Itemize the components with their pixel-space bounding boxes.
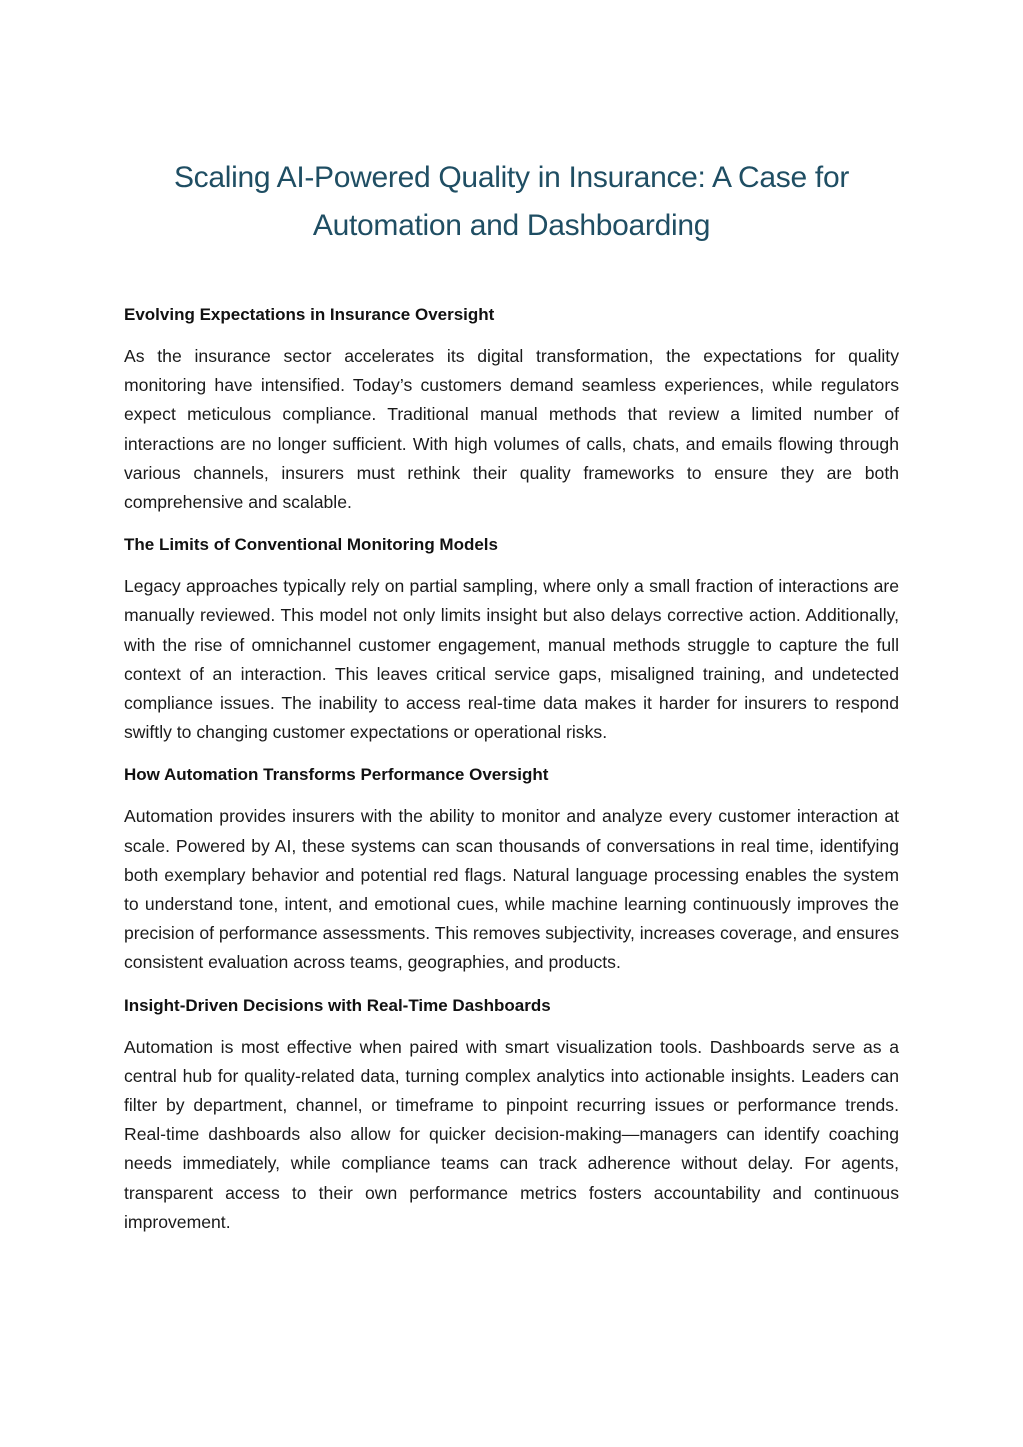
section-heading: How Automation Transforms Performance Oversight xyxy=(124,765,549,785)
section-heading: The Limits of Conventional Monitoring Models xyxy=(124,535,498,555)
section-heading: Insight-Driven Decisions with Real-Time Dashboards xyxy=(124,995,551,1015)
section-real-time-dashboards xyxy=(124,991,899,1237)
section-paragraph: As the insurance sector accelerates its digital transformation, the expectations for quality monitoring have intensified. Today’s customers demand seamless experiences, while regulators expect meticulous compliance. Traditional manual methods that review a limited number of interactions are no longer sufficient. With high volumes of calls, chats, and emails flowing through various channels, insurers must rethink their quality frameworks to ensure they are both comprehensive and scalable. xyxy=(124,346,899,513)
document-title: Scaling AI-Powered Quality in Insurance: A Case for Automation and Dashboarding xyxy=(173,161,850,242)
section-heading: Evolving Expectations in Insurance Oversight xyxy=(124,305,495,324)
section-paragraph: Automation provides insurers with the ability to monitor and analyze every customer interaction at scale. Powered by AI, these systems can scan thousands of conversations in real time, identifying both exemplary behavior and potential red flags. Natural language processing enables the system to understand tone, intent, and emotional cues, while machine learning continuously improves the precision of performance assessments. This removes subjectivity, increases coverage, and ensures consistent evaluation across teams, geographies, and products. xyxy=(124,806,899,973)
section-paragraph: Automation is most effective when paired with smart visualization tools. Dashboards serve as a central hub for quality-related data, turning complex analytics into actionable insights. Leaders can filter by department, channel, or timeframe to pinpoint recurring issues or performance trends. Real-time dashboards also allow for quicker decision-making—managers can identify coaching needs immediately, while compliance teams can track adherence without delay. For agents, transparent access to their own performance metrics fosters accountability and continuous improvement. xyxy=(124,1036,899,1232)
section-evolving-expectations xyxy=(124,300,899,517)
section-paragraph: Legacy approaches typically rely on partial sampling, where only a small fraction of interactions are manually reviewed. This model not only limits insight but also delays corrective action. Additionally, with the rise of omnichannel customer engagement, manual methods struggle to capture the full context of an interaction. This leaves critical service gaps, misaligned training, and undetected compliance issues. The inability to access real-time data makes it harder for insurers to respond swiftly to changing customer expectations or operational risks. xyxy=(124,576,899,743)
document-body xyxy=(124,300,899,1250)
section-automation-transforms xyxy=(124,760,899,977)
section-limits-of-monitoring xyxy=(124,530,899,747)
